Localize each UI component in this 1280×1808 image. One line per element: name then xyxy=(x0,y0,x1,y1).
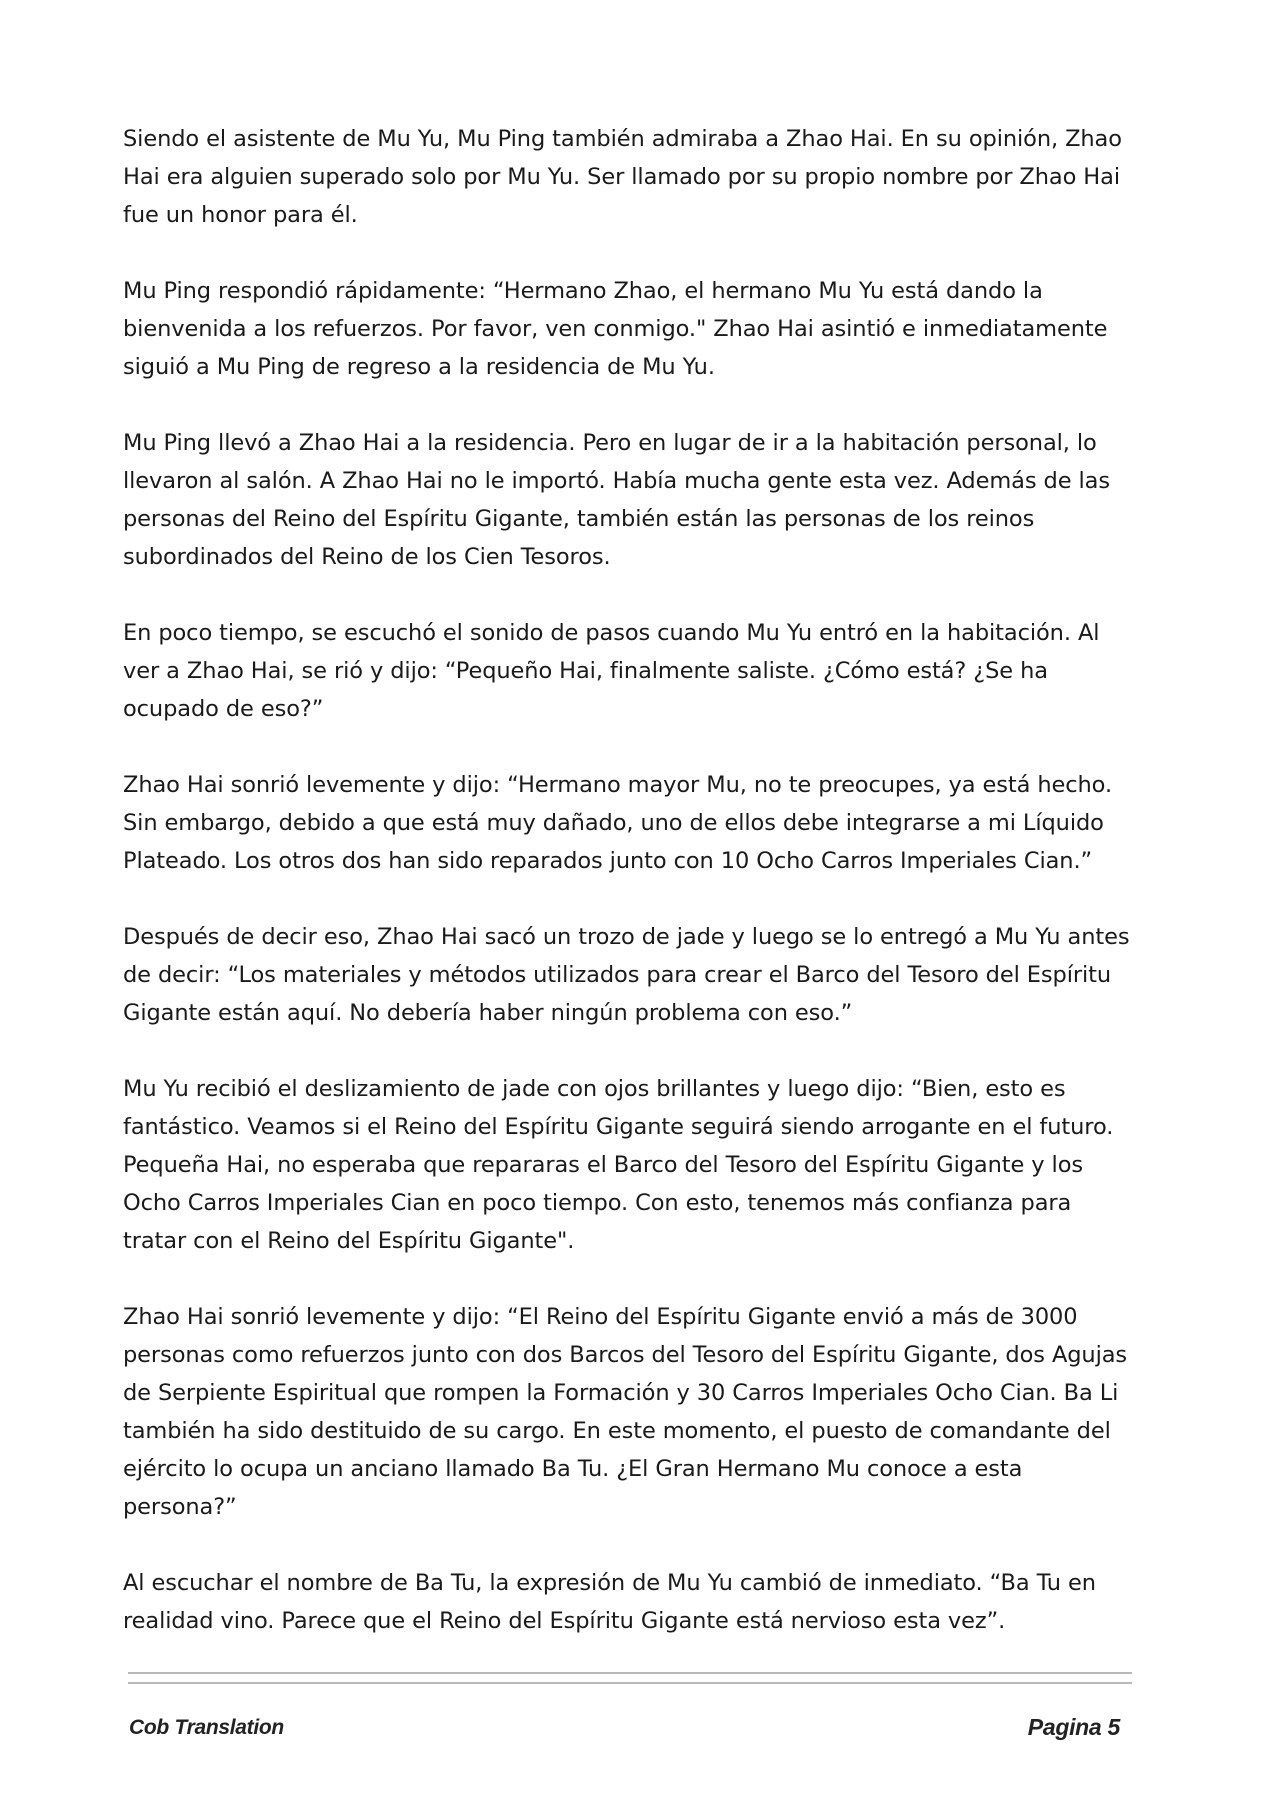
paragraph: Mu Ping llevó a Zhao Hai a la residencia. Pero en lugar de ir a la habitación personal, lo llevaron al salón. A Zhao Hai no le importó. Había mucha gente esta vez. Además de las personas del Reino del Espíritu Gigante, también están las personas de los reinos subordinados del Reino de los Cien Tesoros. xyxy=(123,430,1110,570)
paragraph: En poco tiempo, se escuchó el sonido de pasos cuando Mu Yu entró en la habitación. Al ver a Zhao Hai, se rió y dijo: “Pequeño Hai, finalmente saliste. ¿Cómo está? ¿Se ha ocupado de eso?” xyxy=(123,620,1100,722)
paragraph: Después de decir eso, Zhao Hai sacó un trozo de jade y luego se lo entregó a Mu Yu antes de decir: “Los materiales y métodos utilizados para crear el Barco del Tesoro del Espíritu Gigante están aquí. No debería haber ningún problema con eso.” xyxy=(123,924,1130,1026)
footer-divider-bottom xyxy=(128,1682,1132,1684)
paragraph: Al escuchar el nombre de Ba Tu, la expresión de Mu Yu cambió de inmediato. “Ba Tu en realidad vino. Parece que el Reino del Espíritu Gigante está nervioso esta vez”. xyxy=(123,1570,1096,1634)
document-body xyxy=(123,120,1139,1678)
paragraph: Mu Yu recibió el deslizamiento de jade con ojos brillantes y luego dijo: “Bien, esto es fantástico. Veamos si el Reino del Espíritu Gigante seguirá siendo arrogante en el futuro. Pequeña Hai, no esperaba que repararas el Barco del Tesoro del Espíritu Gigante y los Ocho Carros Imperiales Cian en poco tiempo. Con esto, tenemos más confianza para tratar con el Reino del Espíritu Gigante". xyxy=(123,1076,1114,1254)
paragraph: Zhao Hai sonrió levemente y dijo: “El Reino del Espíritu Gigante envió a más de 3000 personas como refuerzos junto con dos Barcos del Tesoro del Espíritu Gigante, dos Agujas de Serpiente Espiritual que rompen la Formación y 30 Carros Imperiales Ocho Cian. Ba Li también ha sido destituido de su cargo. En este momento, el puesto de comandante del ejército lo ocupa un anciano llamado Ba Tu. ¿El Gran Hermano Mu conoce a esta persona?” xyxy=(123,1304,1128,1520)
footer-divider-top xyxy=(128,1672,1132,1674)
paragraph: Zhao Hai sonrió levemente y dijo: “Hermano mayor Mu, no te preocupes, ya está hecho. Sin embargo, debido a que está muy dañado, uno de ellos debe integrarse a mi Líquido Plateado. Los otros dos han sido reparados junto con 10 Ocho Carros Imperiales Cian.” xyxy=(123,772,1112,874)
paragraph: Mu Ping respondió rápidamente: “Hermano Zhao, el hermano Mu Yu está dando la bienvenida a los refuerzos. Por favor, ven conmigo." Zhao Hai asintió e inmediatamente siguió a Mu Ping de regreso a la residencia de Mu Yu. xyxy=(123,278,1108,380)
footer-page-number: Pagina 5 xyxy=(1027,1714,1120,1740)
paragraph: Siendo el asistente de Mu Yu, Mu Ping también admiraba a Zhao Hai. En su opinión, Zhao Hai era alguien superado solo por Mu Yu. Ser llamado por su propio nombre por Zhao Hai fue un honor para él. xyxy=(123,126,1122,228)
footer-translator-credit: Cob Translation xyxy=(129,1716,284,1739)
